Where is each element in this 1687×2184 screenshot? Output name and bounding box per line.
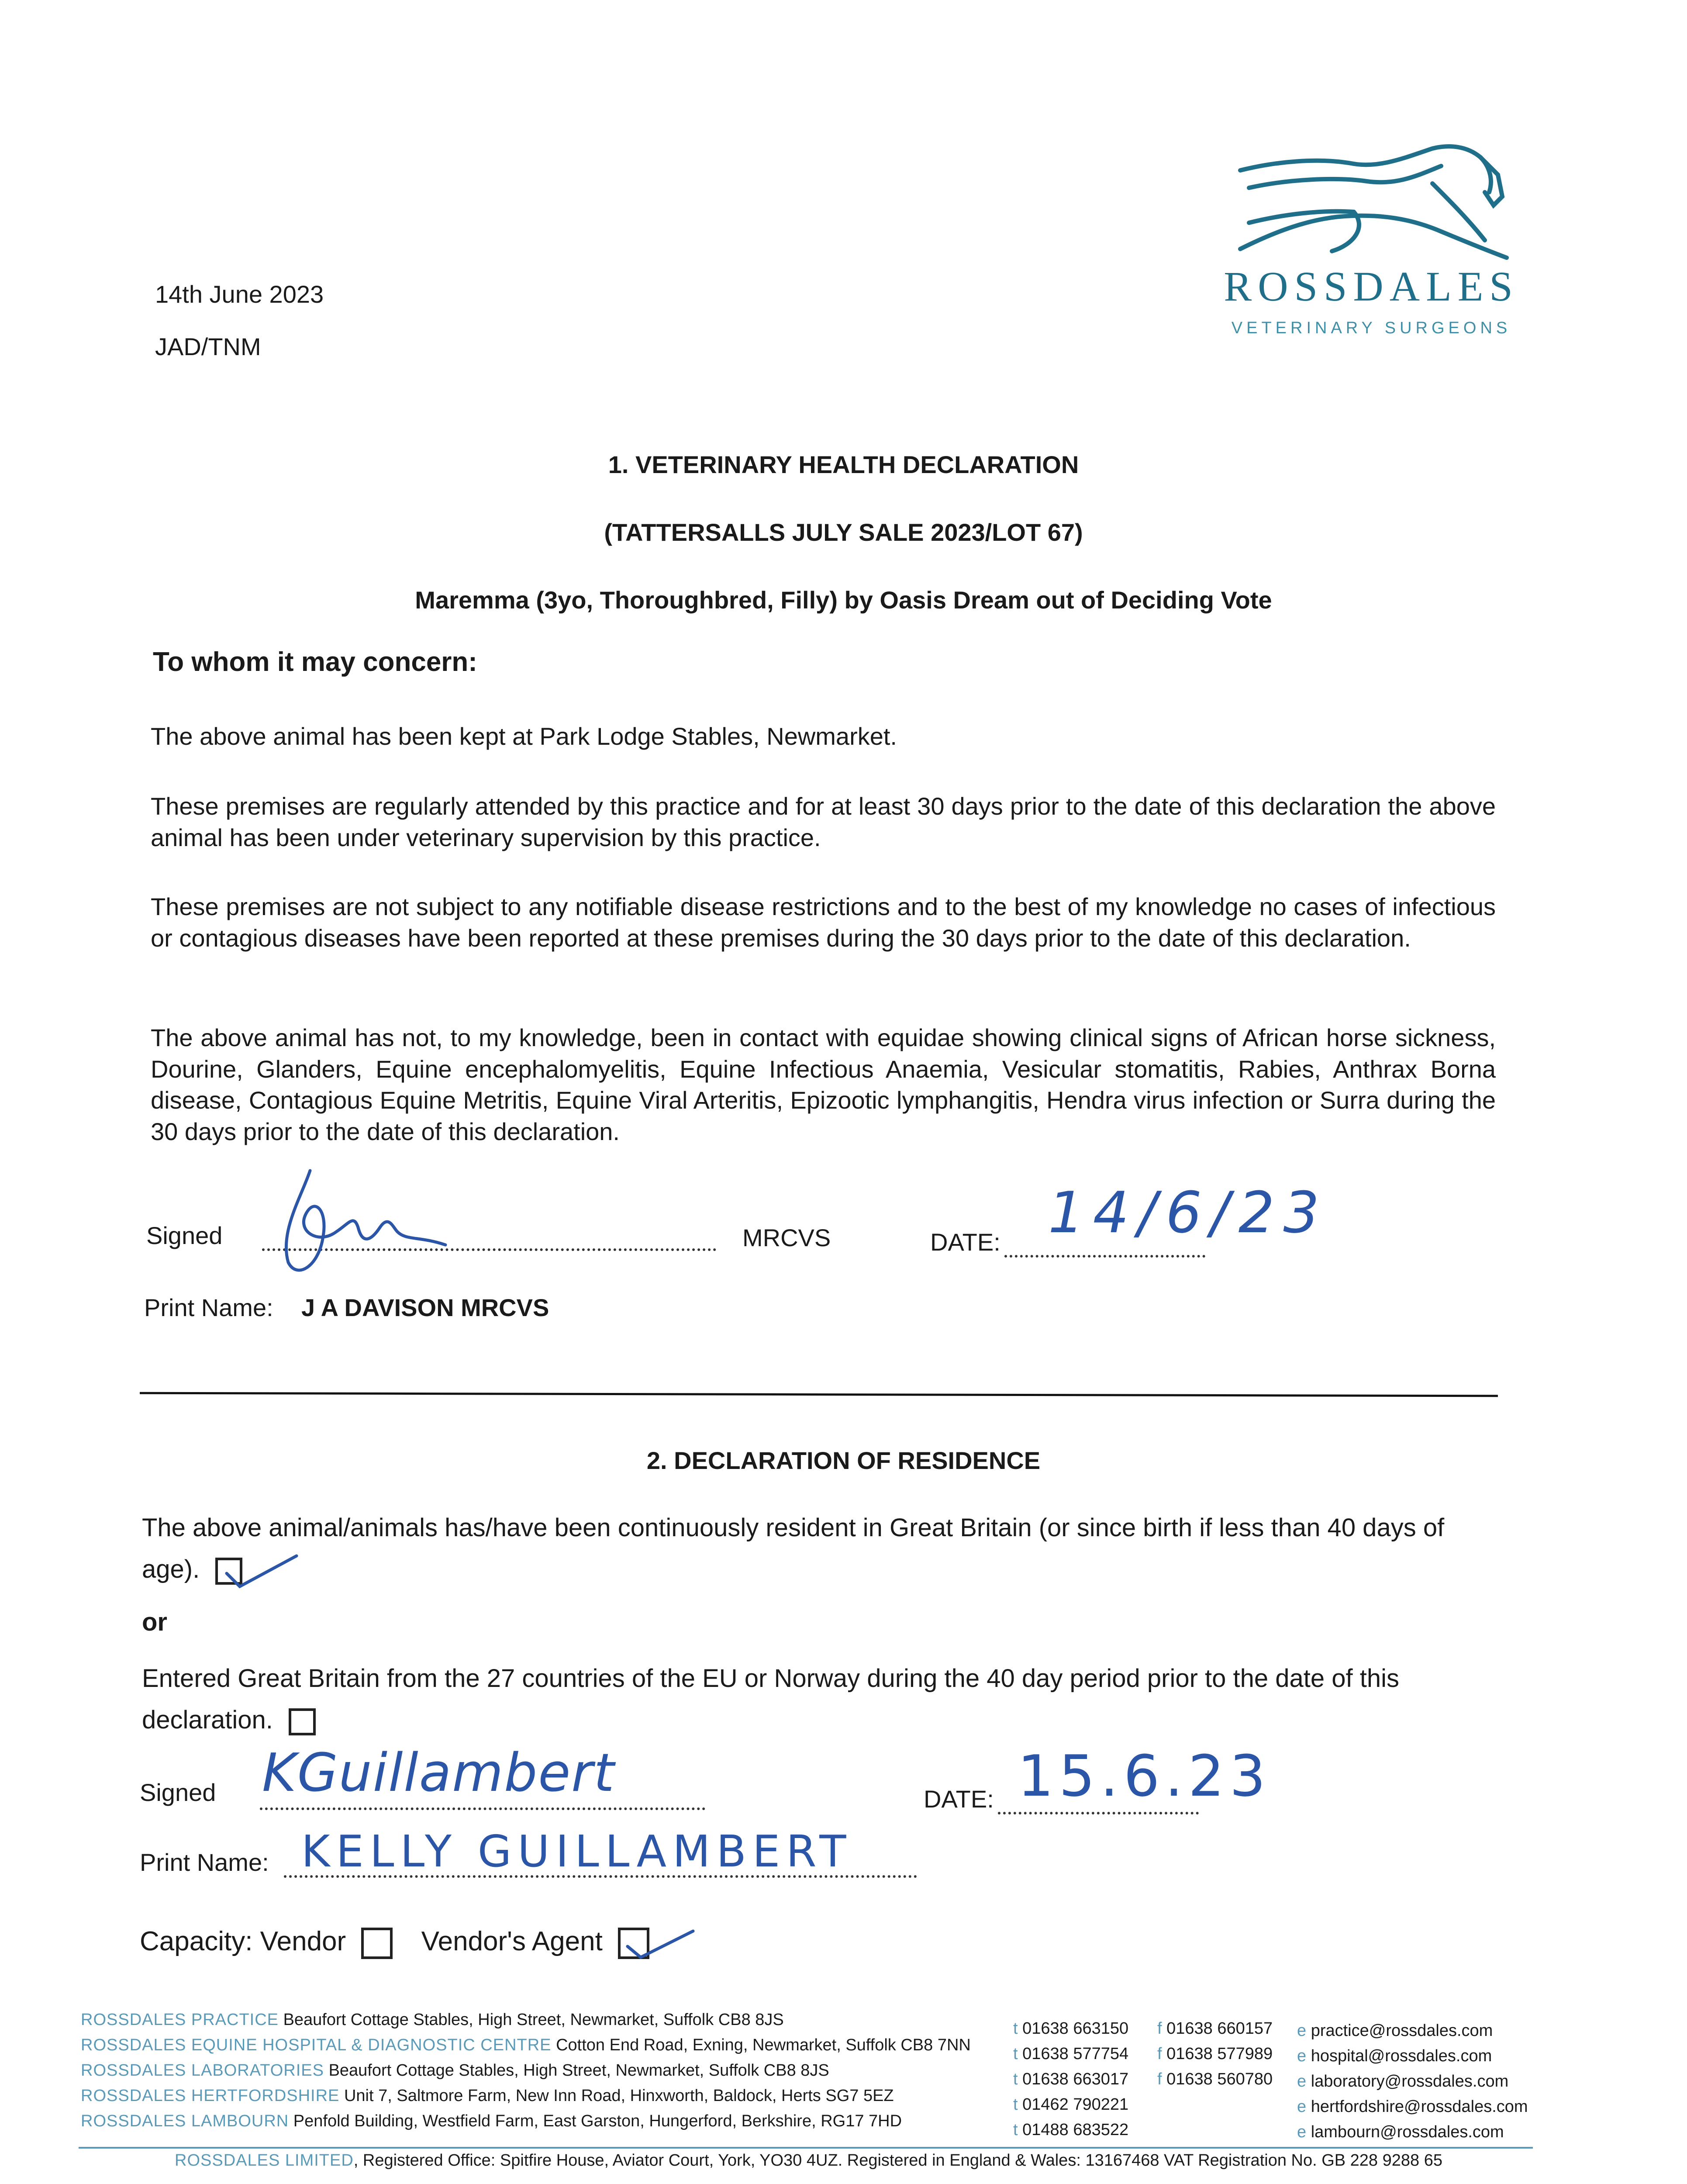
residence-option-2-checkbox[interactable] xyxy=(289,1708,316,1735)
logo-wordmark: ROSSDALES xyxy=(1224,263,1519,310)
section-divider xyxy=(140,1392,1498,1397)
section2-title: 2. DECLARATION OF RESIDENCE xyxy=(646,1447,1041,1474)
footer-phone: t 01488 683522 xyxy=(1013,2121,1129,2139)
or-label: or xyxy=(142,1608,167,1636)
animal-description: Maremma (3yo, Thoroughbred, Filly) by Oasis Dream out of Deciding Vote xyxy=(415,586,1272,614)
section1-signed-label: Signed xyxy=(146,1222,223,1249)
section2-signed-label: Signed xyxy=(140,1779,216,1806)
footer-email[interactable]: e hospital@rossdales.com xyxy=(1297,2047,1492,2065)
residence-option-2-text: Entered Great Britain from the 27 countries of the EU or Norway during the 40 day period prior to the date of this declaration. xyxy=(142,1664,1399,1734)
footer-email[interactable]: e laboratory@rossdales.com xyxy=(1297,2072,1509,2091)
footer-location: ROSSDALES LABORATORIES Beaufort Cottage Stables, High Street, Newmarket, Suffolk CB8 8JS xyxy=(81,2061,829,2080)
footer-location: ROSSDALES LAMBOURN Penfold Building, Westfield Farm, East Garston, Hungerford, Berkshire, RG17 7HD xyxy=(81,2112,902,2130)
checkmark-icon xyxy=(623,1922,697,1970)
footer-phone: t 01638 663150 xyxy=(1013,2019,1129,2038)
section1-title: 1. VETERINARY HEALTH DECLARATION xyxy=(608,451,1079,478)
footer-phone: t 01638 663017 xyxy=(1013,2070,1129,2088)
footer-registration: ROSSDALES LIMITED, Registered Office: Spitfire House, Aviator Court, York, YO30 4UZ. Registered in England & Wales: 13167468 VAT Registration No. GB 228 9288 65 xyxy=(175,2151,1442,2170)
section1-print-name-label: Print Name: xyxy=(144,1294,273,1321)
paragraph-contact: The above animal has not, to my knowledge, been in contact with equidae showing clinical signs of African horse sickness, Dourine, Glanders, Equine encephalomyelitis, Equine Infectious Anaemia, Vesicular stomatitis, Rabies, Anthrax Borna disease, Contagious Equine Metritis, Equine Viral Arteritis, Epizootic lymphangitis, Hendra virus infection or Surra during the 30 days prior to the date of this declaration. xyxy=(151,1024,1496,1146)
section2-date-value: 15.6.23 xyxy=(1018,1743,1271,1809)
footer-phone: t 01638 577754 xyxy=(1013,2045,1129,2063)
footer-fax: f 01638 560780 xyxy=(1157,2070,1273,2088)
footer-phone: t 01462 790221 xyxy=(1013,2095,1129,2114)
salutation: To whom it may concern: xyxy=(153,647,477,677)
capacity-vendor-checkbox[interactable] xyxy=(361,1928,393,1959)
footer-emails xyxy=(1297,2018,1528,2145)
paragraph-supervision: These premises are regularly attended by this practice and for at least 30 days prior to the date of this declaration the above animal has been under veterinary supervision by this practice. xyxy=(151,792,1496,851)
footer-locations xyxy=(81,2007,998,2134)
residence-option-1 xyxy=(142,1507,1452,1590)
horse-logo-icon xyxy=(1223,131,1520,275)
capacity-agent-checkbox[interactable] xyxy=(618,1928,649,1959)
residence-option-2 xyxy=(142,1658,1452,1741)
capacity-agent-label: Vendor's Agent xyxy=(421,1926,603,1956)
section2-print-name-value: KELLY GUILLAMBERT xyxy=(301,1826,852,1877)
section2-date-label: DATE: xyxy=(924,1785,994,1813)
footer-location: ROSSDALES HERTFORDSHIRE Unit 7, Saltmore Farm, New Inn Road, Hinxworth, Baldock, Herts SG7 5EZ xyxy=(81,2087,894,2105)
footer-email[interactable]: e lambourn@rossdales.com xyxy=(1297,2123,1504,2141)
capacity-vendor-label: Capacity: Vendor xyxy=(140,1926,346,1956)
residence-option-1-checkbox[interactable] xyxy=(215,1558,242,1585)
section1-print-name-value: J A DAVISON MRCVS xyxy=(301,1294,549,1321)
capacity-row xyxy=(140,1922,649,1961)
rossdales-logo xyxy=(1223,131,1520,358)
paragraph-premises: The above animal has been kept at Park Lodge Stables, Newmarket. xyxy=(151,722,897,750)
footer-location: ROSSDALES PRACTICE Beaufort Cottage Stables, High Street, Newmarket, Suffolk CB8 8JS xyxy=(81,2011,784,2029)
checkmark-icon xyxy=(222,1552,301,1600)
section1-signature-icon xyxy=(262,1162,489,1284)
section1-date-value: 14/6/23 xyxy=(1048,1179,1328,1246)
section1-date-label: DATE: xyxy=(930,1228,1000,1256)
letter-date: 14th June 2023 xyxy=(155,280,324,308)
mrcvs-label: MRCVS xyxy=(742,1224,831,1251)
footer-email[interactable]: e hertfordshire@rossdales.com xyxy=(1297,2098,1528,2116)
footer-fax: f 01638 577989 xyxy=(1157,2045,1273,2063)
section2-print-name-label: Print Name: xyxy=(140,1849,269,1876)
footer-location: ROSSDALES EQUINE HOSPITAL & DIAGNOSTIC CENTRE Cotton End Road, Exning, Newmarket, Suffolk CB8 7NN xyxy=(81,2036,971,2054)
section2-signature-value: KGuillambert xyxy=(262,1743,615,1804)
section1-subtitle: (TATTERSALLS JULY SALE 2023/LOT 67) xyxy=(604,518,1083,546)
residence-option-1-text: The above animal/animals has/have been continuously resident in Great Britain (or since birth if less than 40 days of age). xyxy=(142,1514,1445,1583)
footer-faxes xyxy=(1157,2016,1273,2092)
logo-tagline: VETERINARY SURGEONS xyxy=(1231,319,1511,337)
footer-fax: f 01638 660157 xyxy=(1157,2019,1273,2038)
footer-rule xyxy=(79,2147,1533,2149)
paragraph-restrictions: These premises are not subject to any notifiable disease restrictions and to the best of my knowledge no cases of infectious or contagious diseases have been reported at these premises during the 30 days prior to the date of this declaration. xyxy=(151,893,1496,952)
footer-phones xyxy=(1013,2016,1128,2143)
letter-reference: JAD/TNM xyxy=(155,333,261,360)
footer-email[interactable]: e practice@rossdales.com xyxy=(1297,2022,1493,2040)
